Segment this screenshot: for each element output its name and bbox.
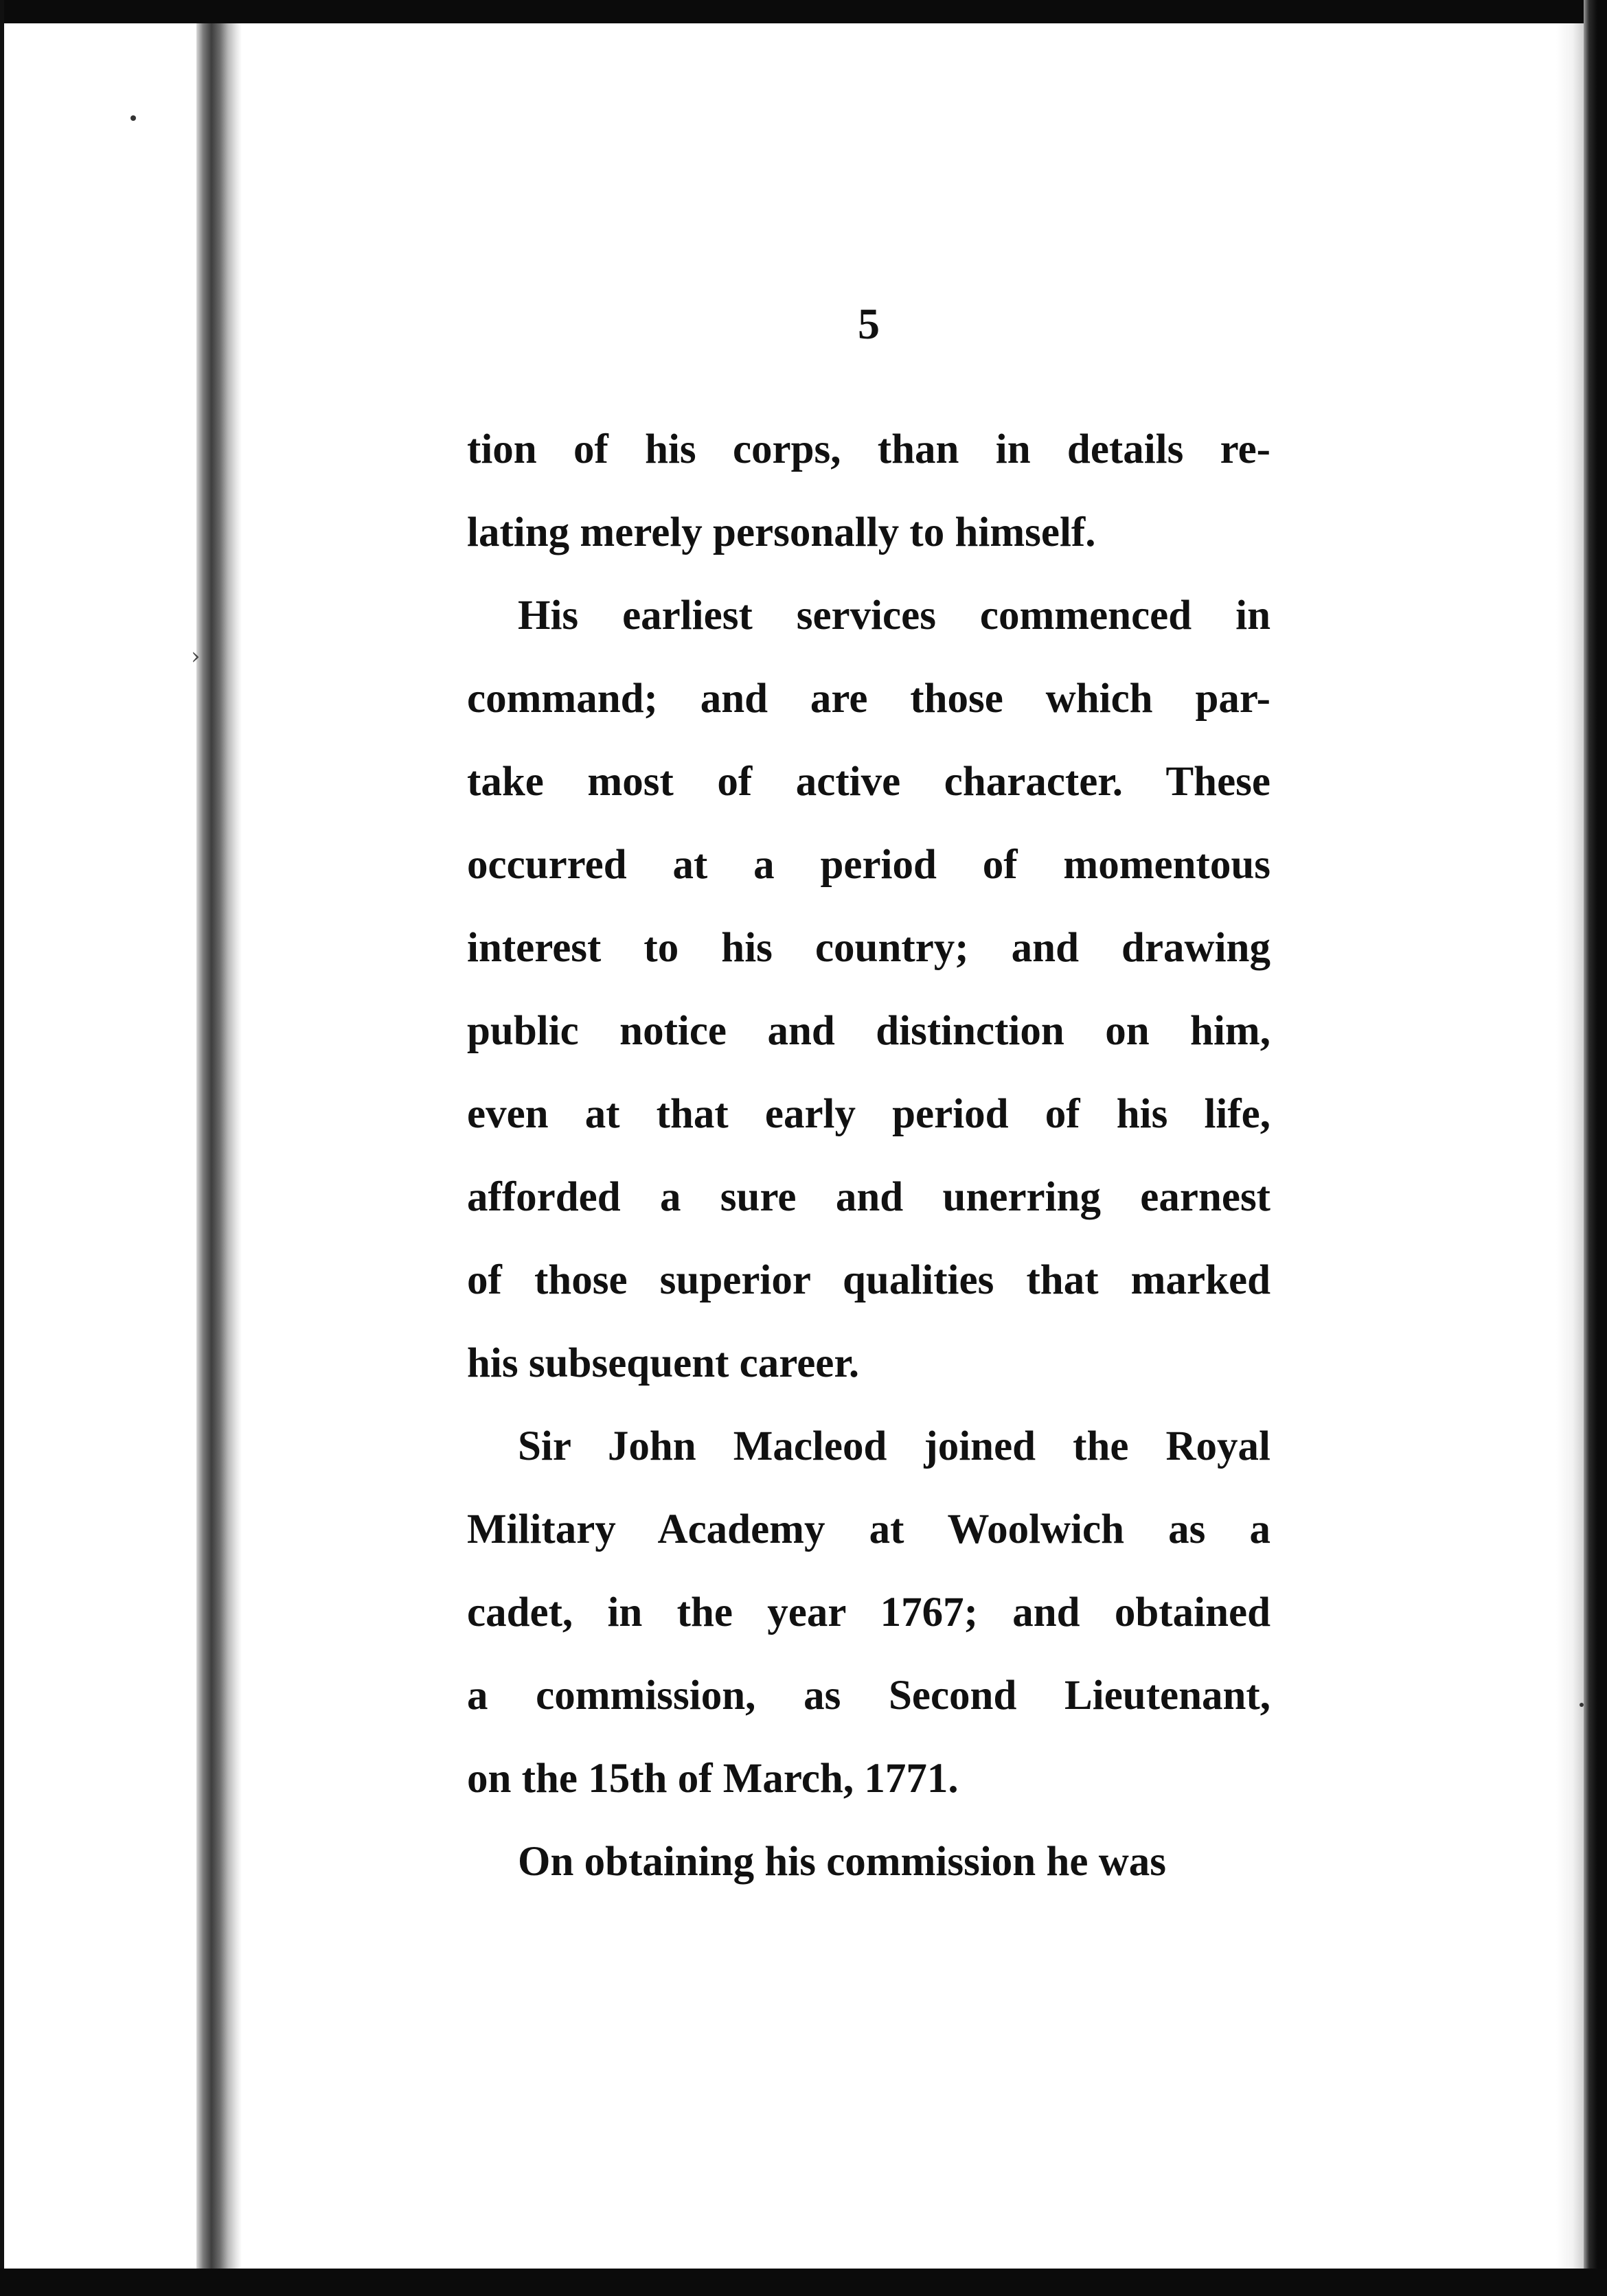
text-line: cadet, in the year 1767; and obtained	[467, 1589, 1270, 1635]
paragraph	[467, 1405, 1270, 1820]
text-line: his subsequent career.	[467, 1340, 860, 1386]
text-line: Military Academy at Woolwich as a	[467, 1506, 1270, 1552]
page-edge-shadow	[1556, 23, 1584, 2269]
binding-gutter	[196, 23, 242, 2269]
text-line: On obtaining his commission he was	[518, 1839, 1167, 1885]
facing-page-edge	[4, 23, 196, 2269]
text-line: command; and are those which par-	[467, 676, 1270, 722]
paragraph	[467, 574, 1270, 1405]
page-body	[467, 261, 1270, 1903]
text-line: public notice and distinction on him,	[467, 1008, 1270, 1054]
scan-border-bottom	[0, 2269, 1607, 2296]
text-line: take most of active character. These	[467, 759, 1270, 805]
text-line: afforded a sure and unerring earnest	[467, 1174, 1270, 1220]
scan-border-right	[1584, 0, 1607, 2296]
text-line: even at that early period of his life,	[467, 1091, 1270, 1137]
margin-mark-icon: ›	[191, 643, 201, 670]
text-line: of those superior qualities that marked	[467, 1257, 1270, 1303]
page-number: 5	[858, 299, 880, 348]
text-line: His earliest services commenced in	[518, 593, 1270, 639]
text-line: lating merely personally to himself.	[467, 509, 1096, 555]
scan-border-left	[0, 0, 4, 2296]
paragraph	[467, 1820, 1270, 1903]
text-line: on the 15th of March, 1771.	[467, 1756, 959, 1802]
paragraph	[467, 408, 1270, 574]
text-line: interest to his country; and drawing	[467, 925, 1270, 971]
scan-border-top	[0, 0, 1607, 23]
text-line: tion of his corps, than in details re-	[467, 426, 1270, 472]
dust-speck	[1580, 1703, 1584, 1707]
body-text	[467, 408, 1270, 1903]
dust-speck	[130, 115, 136, 121]
text-line: a commission, as Second Lieutenant,	[467, 1673, 1270, 1719]
text-line: occurred at a period of momentous	[467, 842, 1270, 888]
text-line: Sir John Macleod joined the Royal	[518, 1423, 1270, 1469]
